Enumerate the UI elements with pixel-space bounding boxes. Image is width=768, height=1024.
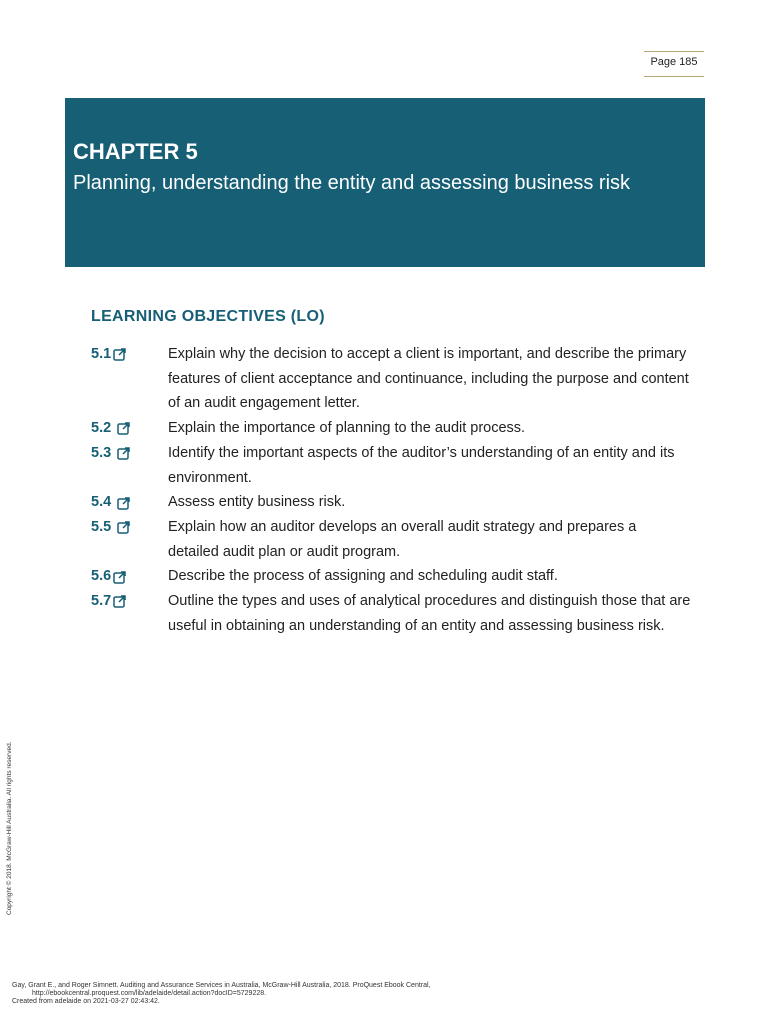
citation-created: Created from adelaide on 2021-03-27 02:43:42.	[12, 998, 160, 1005]
objective-text: Explain how an auditor develops an overall audit strategy and prepares a detailed audit plan or audit program.	[168, 518, 637, 560]
learning-objective-link[interactable]	[91, 441, 168, 466]
chapter-number: CHAPTER 5	[73, 139, 198, 164]
learning-objective-link[interactable]	[91, 564, 168, 589]
learning-objective-item	[91, 515, 691, 564]
chapter-title: Planning, understanding the entity and assessing business risk	[73, 172, 631, 194]
objective-text: Explain why the decision to accept a client is important, and describe the primary features of client acceptance and continuance, including the purpose and content of an audit engagement letter.	[168, 346, 689, 412]
learning-objective-link[interactable]	[91, 416, 168, 441]
objective-number[interactable]: 5.5	[91, 518, 112, 535]
page-number-label: Page 185	[644, 51, 704, 77]
learning-objective-link[interactable]	[91, 589, 168, 614]
learning-objective-item	[91, 564, 691, 589]
learning-objective-item	[91, 490, 691, 515]
external-link-icon[interactable]	[117, 421, 131, 435]
objective-text: Identify the important aspects of the auditor’s understanding of an entity and its environment.	[168, 444, 675, 486]
citation-url[interactable]: http://ebookcentral.proquest.com/lib/adelaide/detail.action?docID=5729228.	[32, 990, 267, 997]
objective-text: Explain the importance of planning to the audit process.	[168, 420, 526, 437]
chapter-banner	[65, 98, 705, 267]
learning-objective-link[interactable]	[91, 515, 168, 540]
external-link-icon[interactable]	[113, 347, 127, 361]
learning-objective-item	[91, 441, 691, 490]
external-link-icon[interactable]	[117, 520, 131, 534]
external-link-icon[interactable]	[113, 594, 127, 608]
objective-number[interactable]: 5.3	[91, 444, 112, 461]
learning-objective-link[interactable]	[91, 490, 168, 515]
objective-number[interactable]: 5.4	[91, 494, 112, 511]
learning-objective-item	[91, 342, 691, 416]
objective-number[interactable]: 5.7	[91, 593, 112, 610]
objective-number[interactable]: 5.1	[91, 346, 112, 362]
external-link-icon[interactable]	[117, 496, 131, 510]
citation-footer	[12, 982, 431, 1006]
external-link-icon[interactable]	[117, 446, 131, 460]
copyright-notice: Copyright © 2018. McGraw-Hill Australia. All rights reserved.	[6, 741, 13, 915]
citation-line: Gay, Grant E., and Roger Simnett. Auditing and Assurance Services in Australia, McGraw-Hill Australia, 2018. ProQuest Ebook Central,	[12, 982, 431, 989]
learning-objective-item	[91, 589, 691, 638]
external-link-icon[interactable]	[113, 570, 127, 584]
learning-objectives-list	[91, 342, 691, 638]
objective-number[interactable]: 5.2	[91, 420, 112, 437]
objective-text: Describe the process of assigning and scheduling audit staff.	[168, 568, 558, 585]
learning-objective-item	[91, 416, 691, 441]
learning-objective-link[interactable]	[91, 342, 168, 367]
objective-text: Outline the types and uses of analytical procedures and distinguish those that are useful in obtaining an understanding of an entity and assessing business risk.	[168, 593, 691, 634]
objective-number[interactable]: 5.6	[91, 568, 112, 585]
objective-text: Assess entity business risk.	[168, 494, 346, 511]
learning-objectives-heading: LEARNING OBJECTIVES (LO)	[91, 308, 325, 325]
